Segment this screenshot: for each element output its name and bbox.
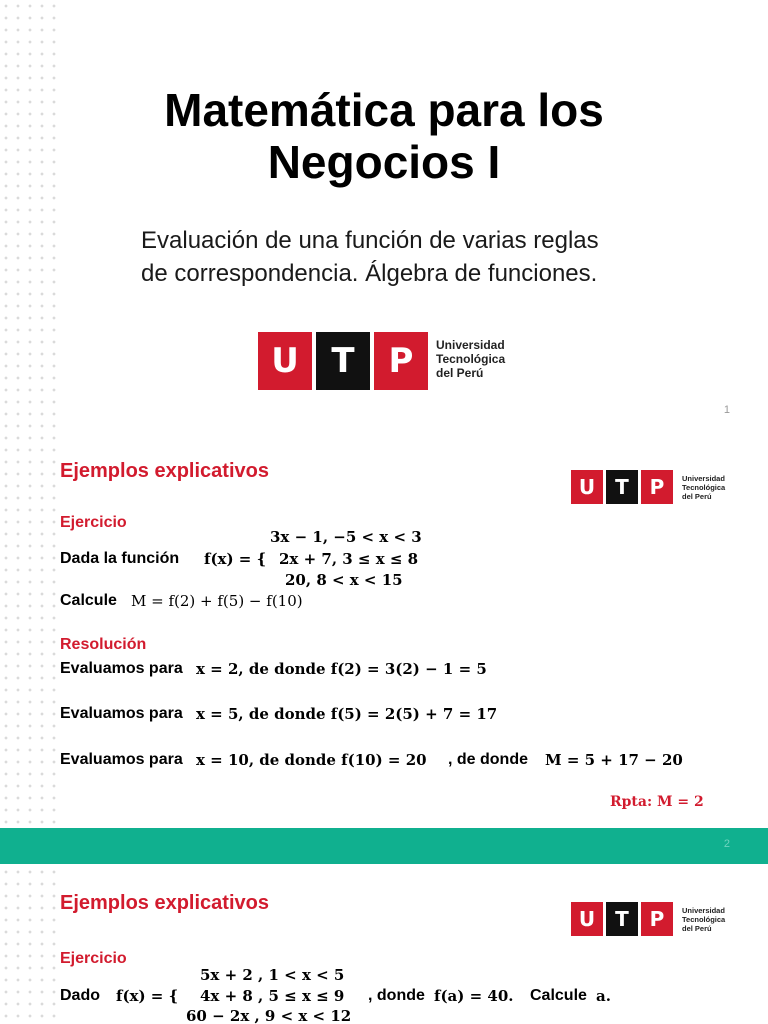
logo-letter-u: U — [258, 332, 312, 390]
dot-pattern — [0, 0, 60, 430]
title-line-2: Negocios I — [267, 136, 501, 188]
function-name: f(x) = { — [116, 987, 179, 1005]
calcule-expression: M = f(2) + f(5) − f(10) — [131, 592, 303, 610]
eval-label: Evaluamos para — [60, 705, 183, 722]
logo-letter-p: P — [374, 332, 428, 390]
dot-pattern — [0, 432, 60, 828]
slide-title — [0, 84, 768, 188]
title-line-1: Matemática para los — [164, 84, 604, 136]
de-donde-label: , de donde — [448, 751, 528, 768]
utp-logo-small — [571, 470, 675, 504]
example-slide-1 — [0, 432, 768, 828]
dado-label: Dado — [60, 987, 100, 1004]
page-number: 1 — [723, 404, 730, 416]
logo-text-line: Universidad — [682, 474, 725, 483]
logo-letter-p: P — [641, 470, 673, 504]
dot-pattern — [0, 866, 60, 1024]
step-3: x = 10, de donde f(10) = 20 — [196, 751, 427, 769]
page-number: 2 — [723, 838, 730, 850]
subtitle-line-1: Evaluación de una función de varias reglas — [141, 227, 599, 254]
exercise-label: Ejercicio — [60, 950, 127, 967]
donde-label: , donde — [368, 987, 425, 1004]
calcule-label: Calcule — [530, 987, 587, 1004]
logo-letter-t: T — [606, 902, 638, 936]
condition: f(a) = 40. — [434, 987, 514, 1005]
calcule-variable: a. — [596, 987, 611, 1005]
m-expression: M = 5 + 17 − 20 — [545, 751, 683, 769]
subtitle-line-2: de correspondencia. Álgebra de funciones. — [141, 260, 598, 287]
piece-2: 2x + 7, 3 ≤ x ≤ 8 — [279, 550, 419, 568]
logo-letter-p: P — [641, 902, 673, 936]
logo-text — [682, 906, 725, 933]
logo-text — [682, 474, 725, 501]
piece-3: 60 − 2x , 9 < x < 12 — [186, 1007, 352, 1024]
logo-text — [436, 338, 505, 380]
answer: Rpta: M = 2 — [610, 794, 704, 810]
eval-label: Evaluamos para — [60, 751, 183, 768]
logo-letter-u: U — [571, 470, 603, 504]
piece-3: 20, 8 < x < 15 — [285, 571, 403, 589]
step-1: x = 2, de donde f(2) = 3(2) − 1 = 5 — [196, 660, 487, 678]
resolution-label: Resolución — [60, 636, 147, 653]
logo-letter-u: U — [571, 902, 603, 936]
dada-label: Dada la función — [60, 550, 180, 567]
logo-text-line: Universidad — [682, 906, 725, 915]
logo-letter-t: T — [316, 332, 370, 390]
calcule-label: Calcule — [60, 592, 117, 609]
logo-letter-t: T — [606, 470, 638, 504]
section-title: Ejemplos explicativos — [60, 892, 269, 914]
title-slide — [0, 0, 768, 430]
exercise-label: Ejercicio — [60, 514, 127, 531]
utp-logo-small — [571, 902, 675, 936]
piece-2: 4x + 8 , 5 ≤ x ≤ 9 — [200, 987, 345, 1005]
logo-text-line: del Perú — [682, 492, 712, 501]
piece-1: 5x + 2 , 1 < x < 5 — [200, 966, 345, 984]
piece-1: 3x − 1, −5 < x < 3 — [270, 528, 422, 546]
slide-divider-band — [0, 828, 768, 864]
function-name: f(x) = { — [204, 550, 267, 568]
logo-text-line: Tecnológica — [436, 352, 506, 366]
section-title: Ejemplos explicativos — [60, 460, 269, 482]
logo-text-line: Tecnológica — [682, 483, 726, 492]
step-2: x = 5, de donde f(5) = 2(5) + 7 = 17 — [196, 705, 498, 723]
example-slide-2 — [0, 866, 768, 1024]
logo-text-line: del Perú — [436, 366, 484, 380]
logo-text-line: Universidad — [436, 338, 505, 352]
eval-label: Evaluamos para — [60, 660, 183, 677]
slide-subtitle — [141, 224, 661, 290]
logo-text-line: Tecnológica — [682, 915, 726, 924]
logo-text-line: del Perú — [682, 924, 712, 933]
utp-logo — [258, 332, 428, 390]
